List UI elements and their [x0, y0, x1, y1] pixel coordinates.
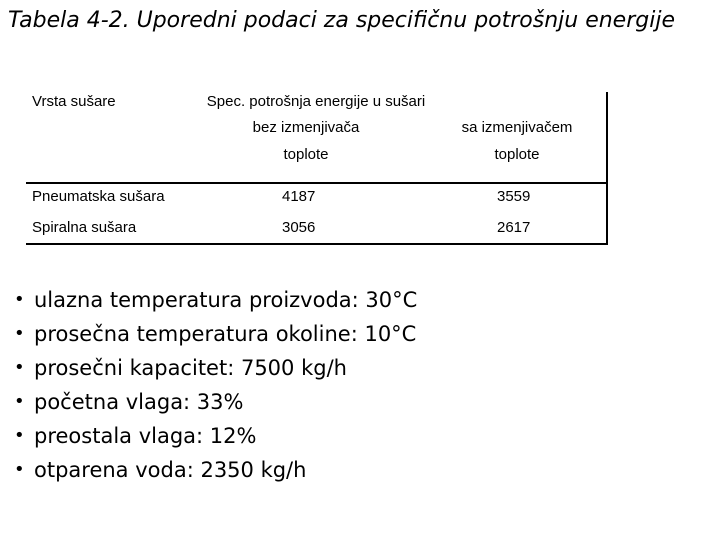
row-pneumatic-with: 3559	[497, 188, 531, 205]
header-without-exchanger	[206, 114, 406, 168]
list-item	[14, 317, 417, 351]
list-item-text: početna vlaga: 33%	[34, 390, 244, 414]
row-spiral-type: Spiralna sušara	[32, 219, 137, 236]
list-item-text: prosečna temperatura okoline: 10°C	[34, 322, 417, 346]
header-with-exchanger-line1: sa izmenjivačem	[461, 119, 573, 136]
parameters-list	[14, 283, 417, 487]
list-item	[14, 419, 417, 453]
list-item	[14, 351, 417, 385]
header-with-exchanger-line2: toplote	[494, 146, 540, 163]
bullet-icon: •	[14, 323, 25, 344]
list-item	[14, 453, 417, 487]
energy-consumption-table	[26, 92, 608, 245]
bullet-icon: •	[14, 391, 25, 412]
row-spiral-with: 2617	[497, 219, 531, 236]
header-with-exchanger	[428, 114, 606, 168]
list-item-text: preostala vlaga: 12%	[34, 424, 257, 448]
list-item-text: ulazna temperatura proizvoda: 30°C	[34, 288, 418, 312]
list-item	[14, 283, 417, 317]
bullet-icon: •	[14, 459, 25, 480]
row-pneumatic-without: 4187	[282, 188, 316, 205]
row-pneumatic-type: Pneumatska sušara	[32, 188, 165, 205]
bullet-icon: •	[14, 425, 25, 446]
list-item-text: prosečni kapacitet: 7500 kg/h	[34, 356, 347, 380]
slide-title: Tabela 4-2. Uporedni podaci za specifičnu potrošnju energije	[8, 8, 675, 33]
header-without-exchanger-line2: toplote	[283, 146, 329, 163]
list-item	[14, 385, 417, 419]
row-spiral-without: 3056	[282, 219, 316, 236]
list-item-text: otparena voda: 2350 kg/h	[34, 458, 307, 482]
header-specific-energy: Spec. potrošnja energije u sušari	[206, 93, 426, 110]
header-without-exchanger-line1: bez izmenjivača	[252, 119, 360, 136]
header-dryer-type: Vrsta sušare	[32, 93, 116, 110]
bullet-icon: •	[14, 289, 25, 310]
bullet-icon: •	[14, 357, 25, 378]
header-divider	[26, 182, 606, 184]
